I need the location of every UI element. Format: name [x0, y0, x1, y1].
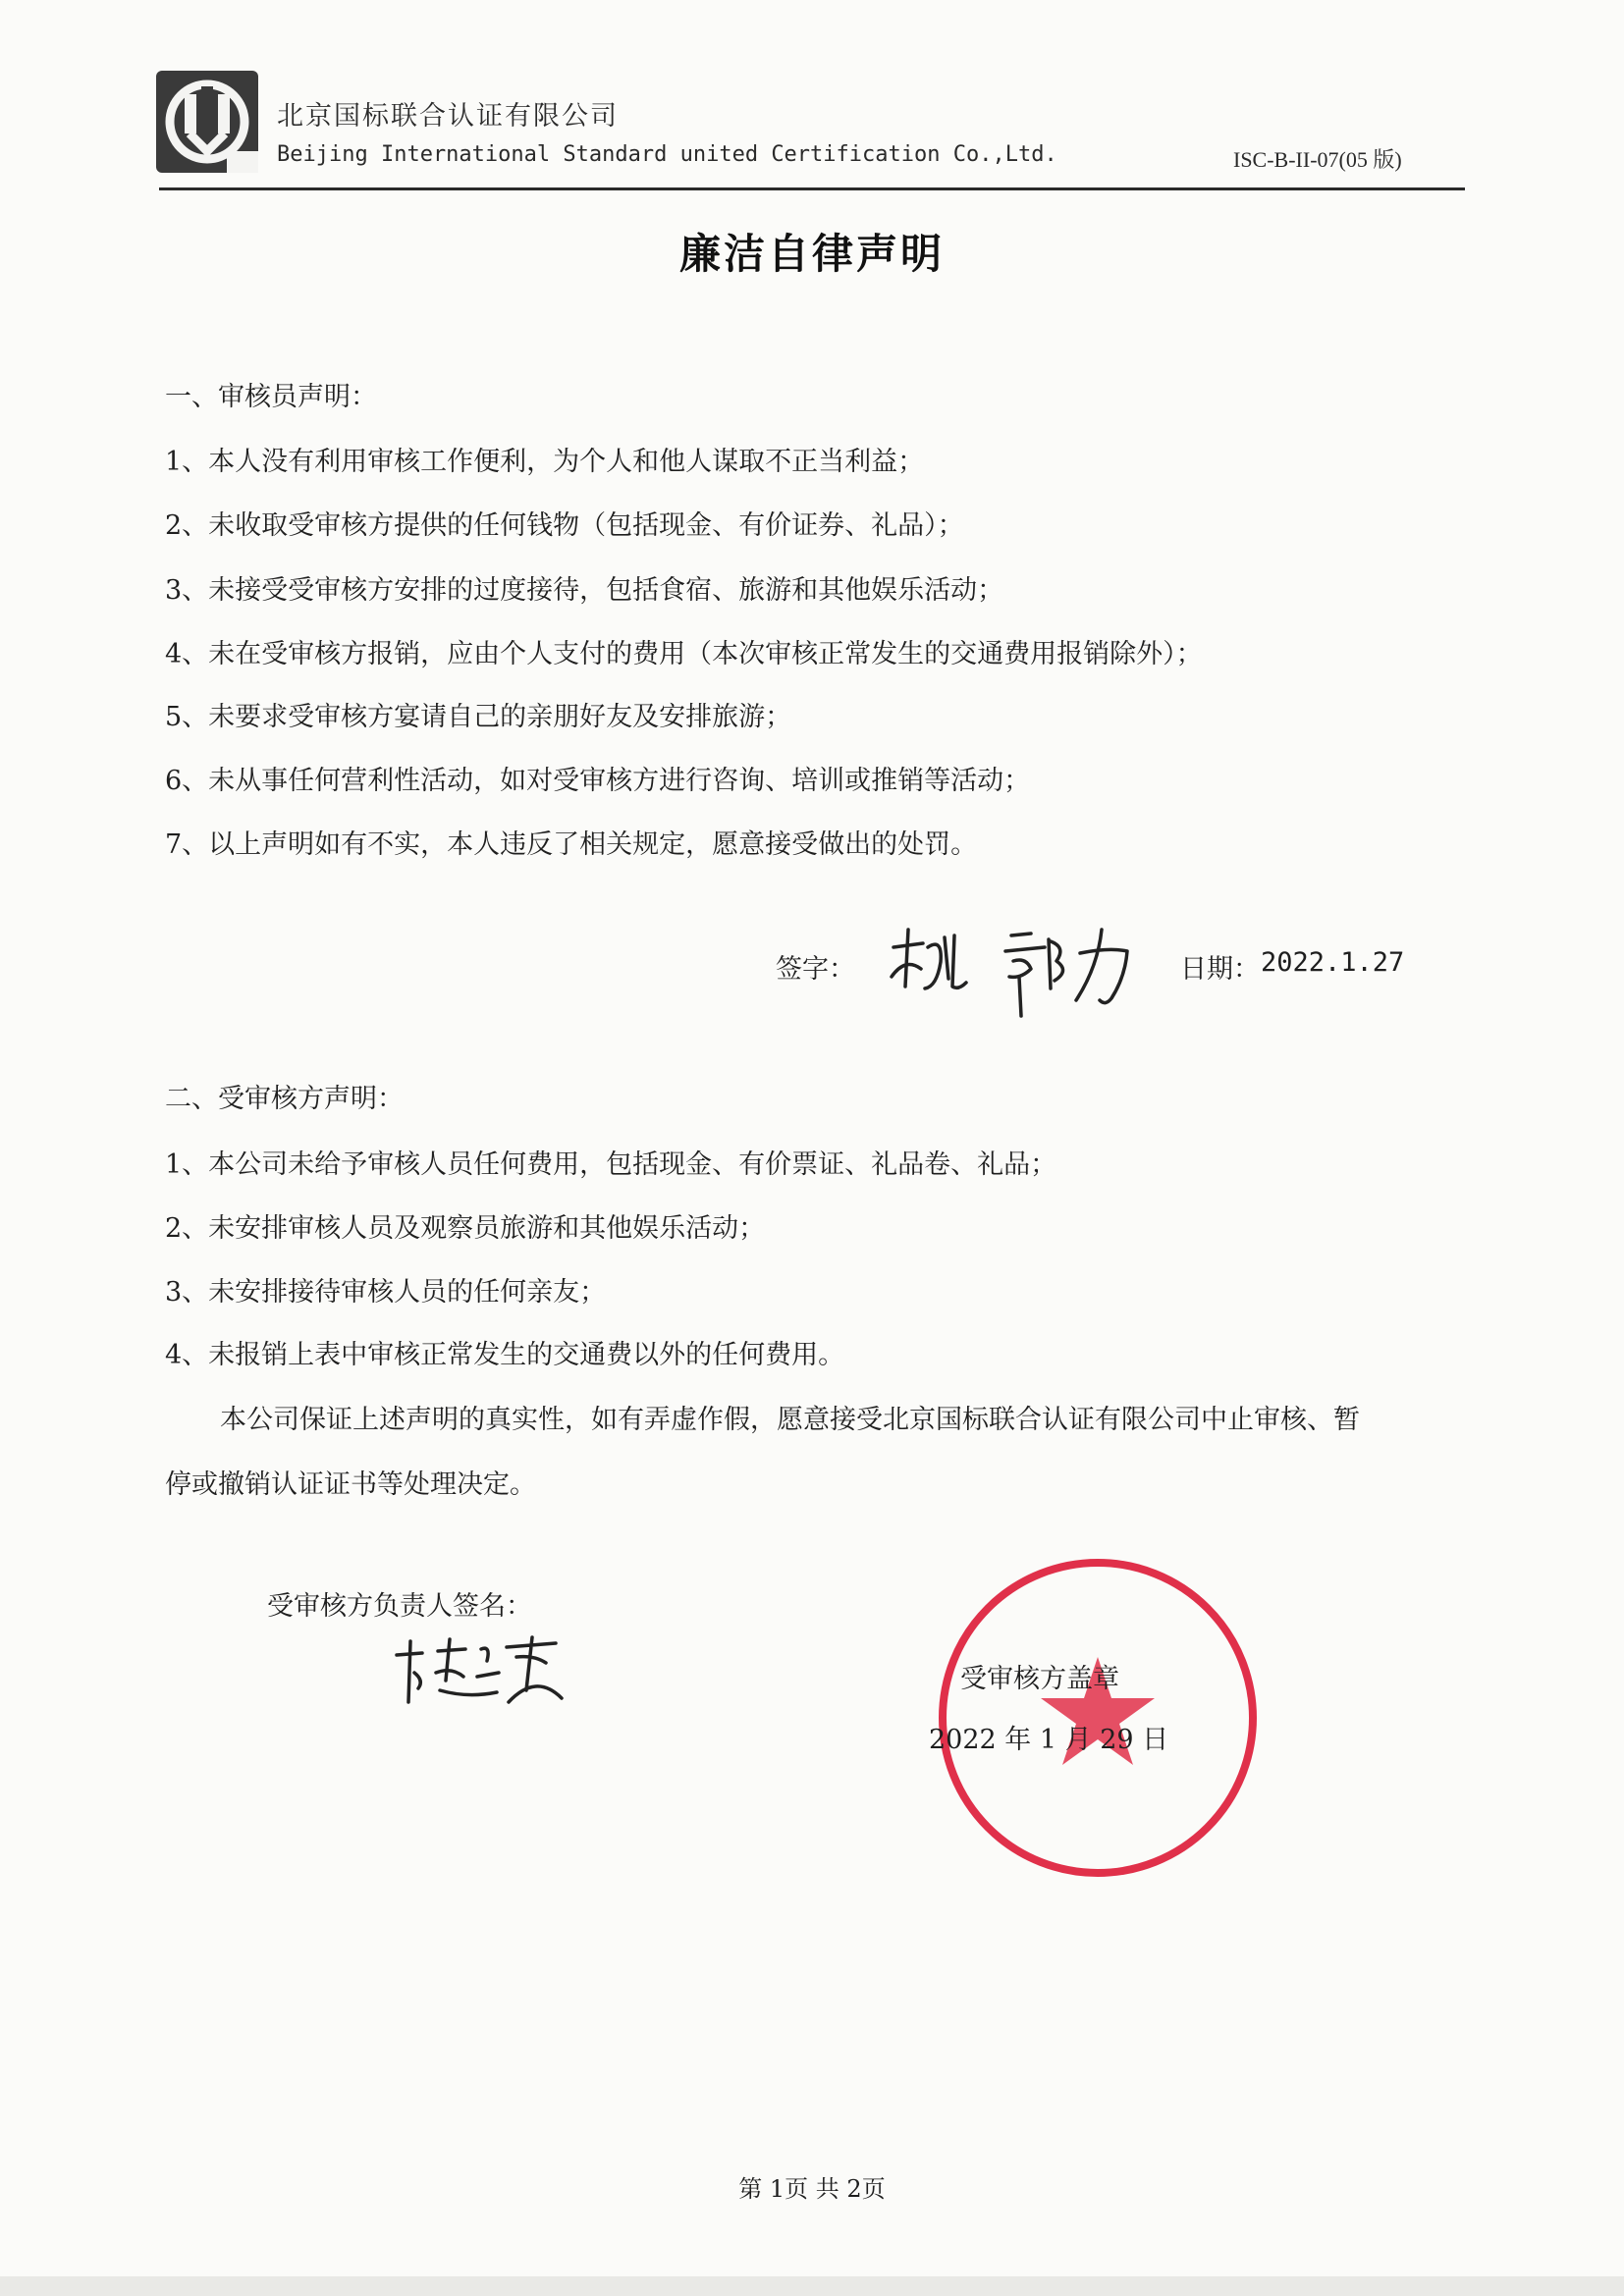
auditee-item: 3、未安排接待审核人员的任何亲友； [165, 1277, 607, 1308]
document-title: 廉洁自律声明 [678, 230, 945, 278]
company-name-en: Beijing International Standard united Certification Co.,Ltd. [277, 142, 1057, 167]
auditee-item: 1、本公司未给予审核人员任何费用，包括现金、有价票证、礼品卷、礼品； [165, 1149, 1057, 1180]
auditor-sign-label: 签字： [776, 954, 855, 985]
auditor-date-label: 日期： [1180, 954, 1260, 985]
auditor-section-heading: 一、审核员声明： [165, 382, 377, 412]
scan-bottom-edge [0, 2276, 1624, 2296]
auditor-item: 1、本人没有利用审核工作便利，为个人和他人谋取不正当利益； [165, 447, 925, 477]
guarantee-paragraph: 本公司保证上述声明的真实性，如有弄虚作假，愿意接受北京国标联合认证有限公司中止审核、暂 [220, 1405, 1360, 1435]
header-divider [159, 187, 1465, 190]
auditor-item: 5、未要求受审核方宴请自己的亲朋好友及安排旅游； [165, 702, 792, 732]
seal-label: 受审核方盖章 [960, 1664, 1119, 1694]
page-indicator: 第 1页 共 2页 [738, 2175, 886, 2203]
auditor-date-value: 2022.1.27 [1261, 947, 1405, 978]
auditee-section-heading: 二、受审核方声明： [165, 1084, 404, 1114]
company-name-cn: 北京国标联合认证有限公司 [277, 101, 619, 132]
seal-date: 2022 年 1 月 29 日 [929, 1725, 1169, 1755]
auditor-item: 2、未收取受审核方提供的任何钱物（包括现金、有价证券、礼品）； [165, 510, 964, 541]
auditee-item: 2、未安排审核人员及观察员旅游和其他娱乐活动； [165, 1213, 766, 1244]
auditor-item: 6、未从事任何营利性活动，如对受审核方进行咨询、培训或推销等活动； [165, 766, 1031, 796]
company-logo-icon [154, 69, 260, 175]
responsible-signature [389, 1633, 566, 1712]
auditor-item: 3、未接受受审核方安排的过度接待，包括食宿、旅游和其他娱乐活动； [165, 575, 1004, 606]
document-code: ISC-B-II-07(05 版) [1233, 147, 1402, 172]
auditor-item: 4、未在受审核方报销，应由个人支付的费用（本次审核正常发生的交通费用报销除外）； [165, 639, 1203, 669]
guarantee-paragraph-cont: 停或撤销认证证书等处理决定。 [165, 1469, 536, 1500]
auditee-item: 4、未报销上表中审核正常发生的交通费以外的任何费用。 [165, 1340, 845, 1370]
responsible-sign-label: 受审核方负责人签名： [267, 1591, 532, 1622]
auditor-item: 7、以上声明如有不实，本人违反了相关规定，愿意接受做出的处罚。 [165, 829, 978, 860]
auditor-signature [884, 918, 1139, 1026]
